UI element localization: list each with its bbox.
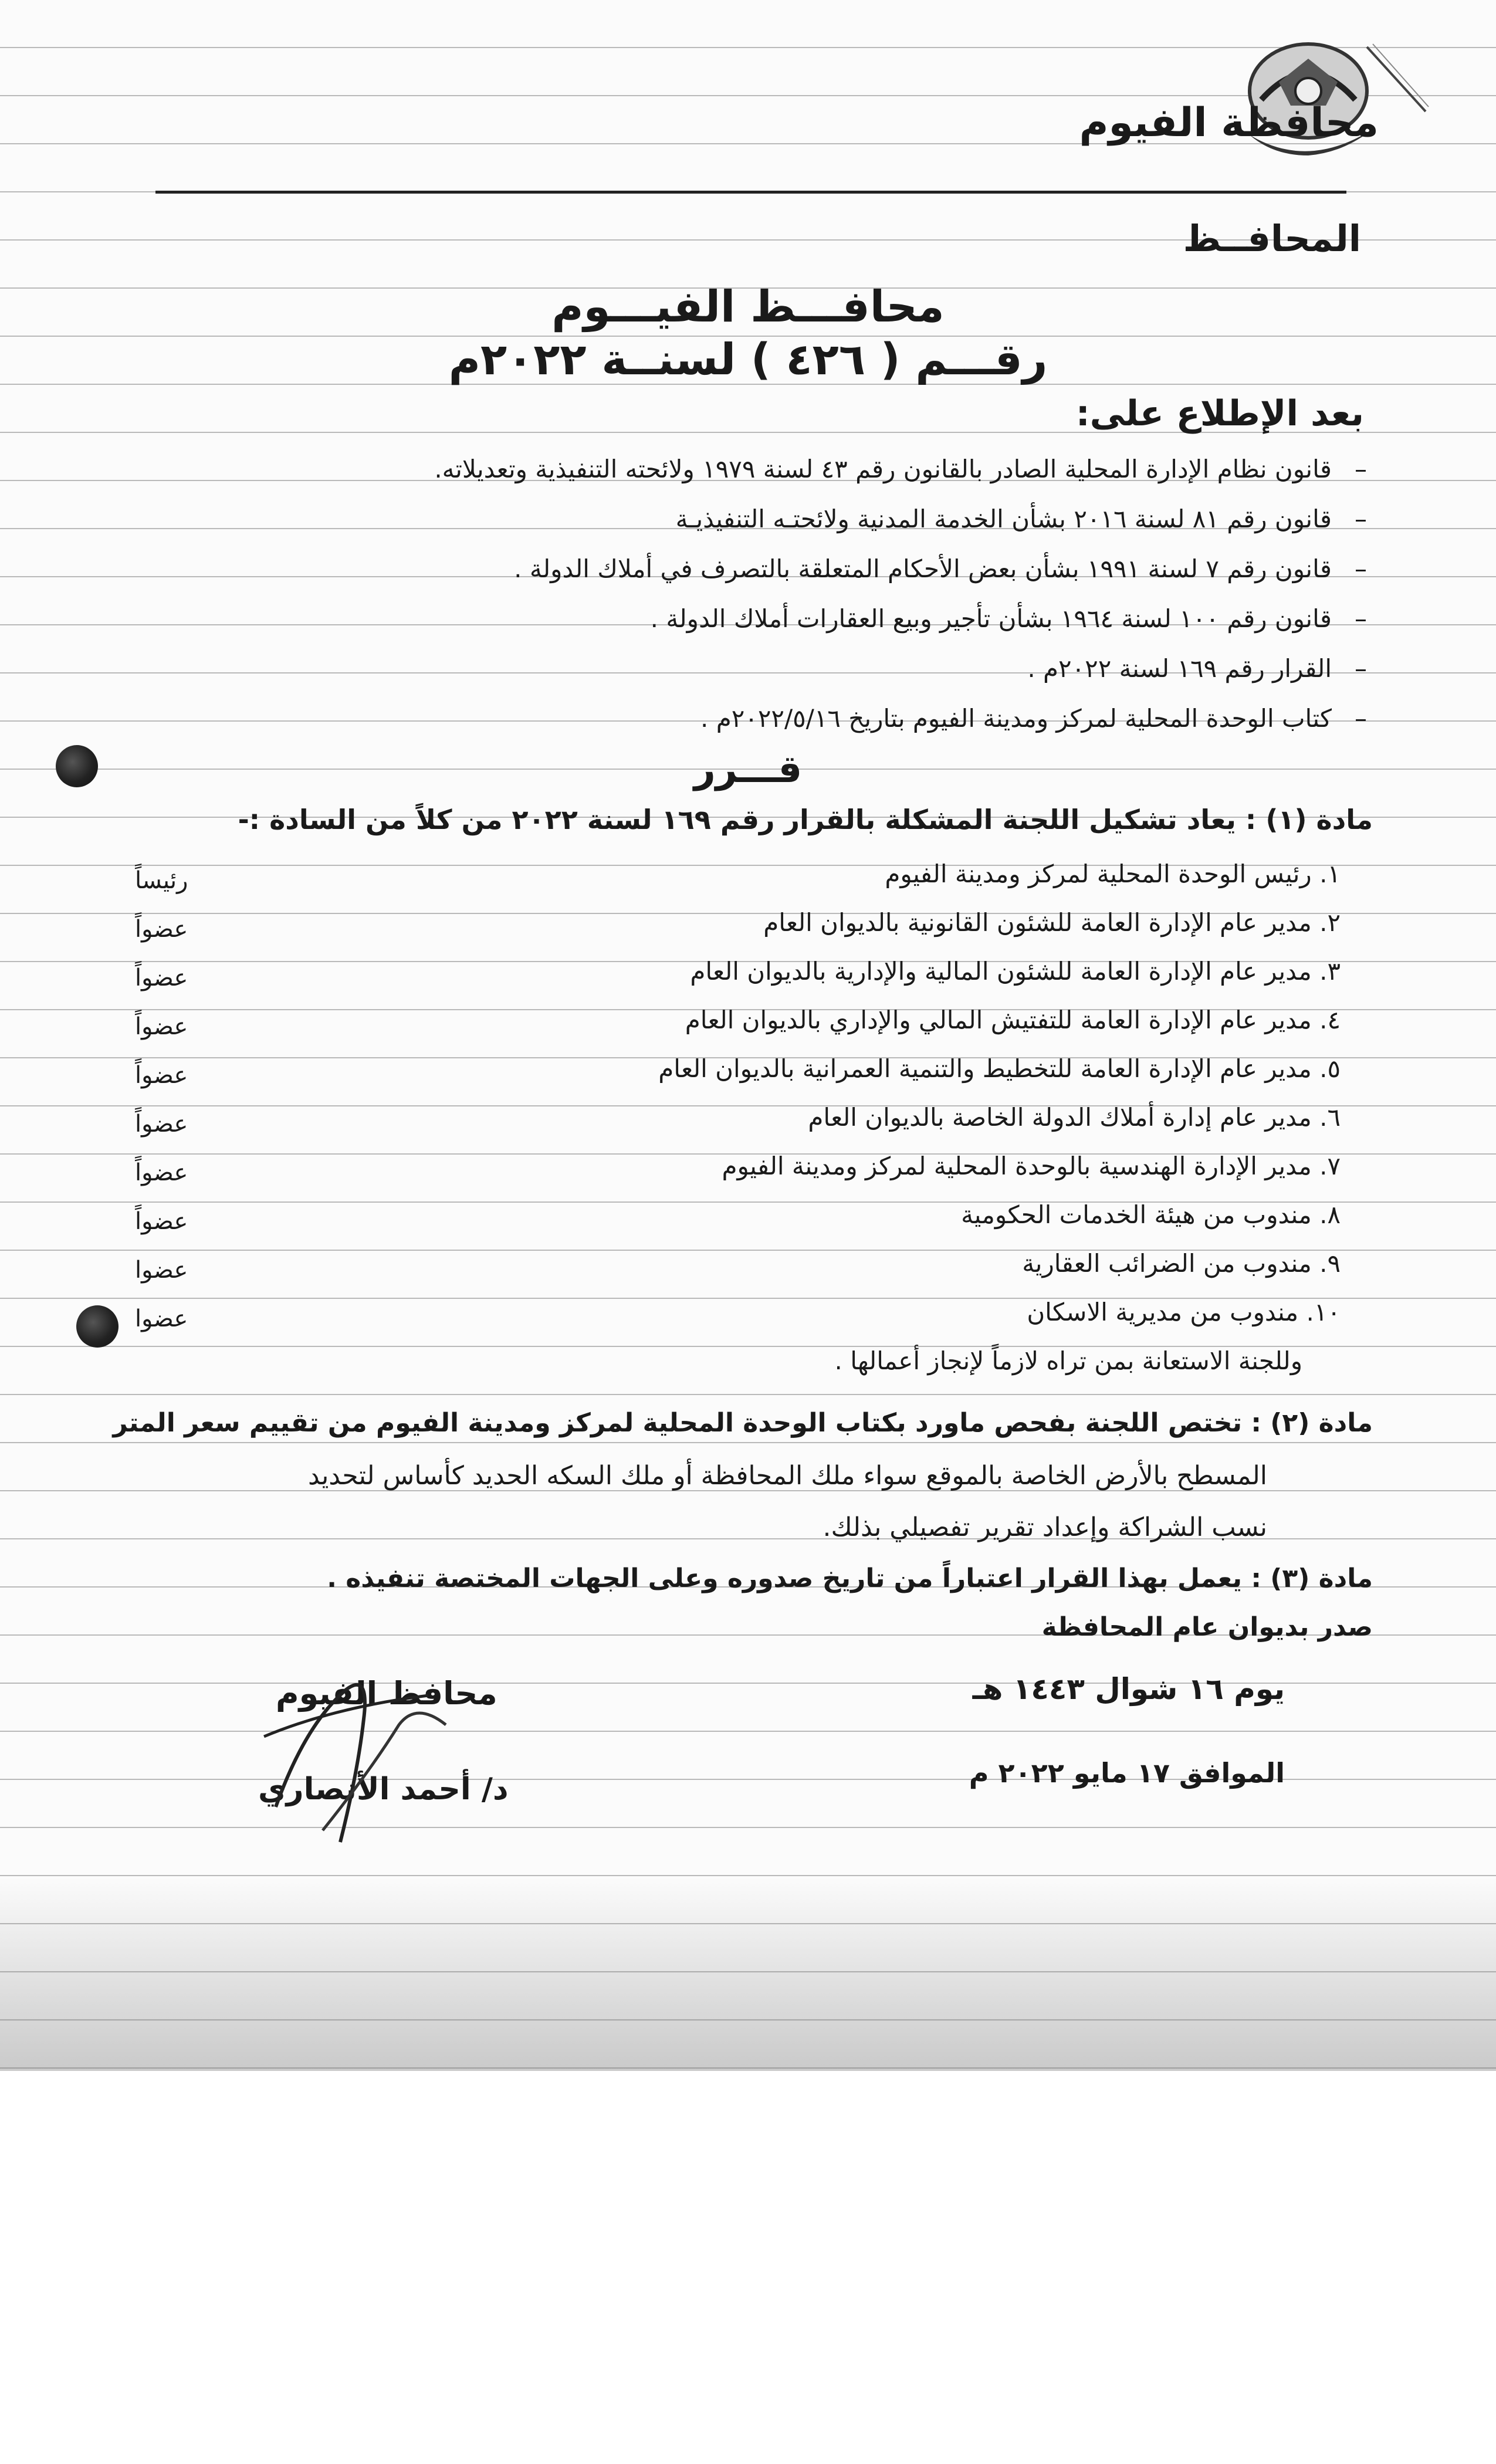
member-item: ٨. مندوب من هيئة الخدمات الحكومية (961, 1200, 1341, 1229)
member-role: عضواً (135, 916, 188, 943)
article-3: مادة (٣) : يعمل بهذا القرار اعتباراً من تاريخ صدوره وعلى الجهات المختصة تنفيذه . (327, 1563, 1373, 1593)
reference-item: –قانون نظام الإدارة المحلية الصادر بالقانون رقم ٤٣ لسنة ١٩٧٩ ولائحته التنفيذية وتعديلاته. (434, 455, 1367, 483)
member-item: ١٠. مندوب من مديرية الاسكان (1027, 1298, 1341, 1326)
assist-note: وللجنة الاستعانة بمن تراه لازماً لإنجاز أعمالها . (834, 1346, 1302, 1375)
reference-item: –قانون رقم ١٠٠ لسنة ١٩٦٤ بشأن تأجير وبيع العقارات أملاك الدولة . (650, 604, 1367, 633)
decree-title: محافـــظ الفيـــوم (551, 282, 945, 332)
article-2-cont: المسطح بالأرض الخاصة بالموقع سواء ملك المحافظة أو ملك السكه الحديد كأساس لتحديد (307, 1461, 1267, 1491)
member-role: عضواً (135, 1208, 188, 1235)
member-item: ١. رئيس الوحدة المحلية لمركز ومدينة الفيوم (885, 859, 1341, 888)
article-1: مادة (١) : يعاد تشكيل اللجنة المشكلة بالقرار رقم ١٦٩ لسنة ٢٠٢٢ من كلاً من السادة :- (238, 804, 1373, 835)
after-review-heading: بعد الإطلاع على: (1075, 393, 1364, 434)
member-role: رئيساً (135, 867, 188, 894)
member-item: ٥. مدير عام الإدارة العامة للتخطيط والتنمية العمرانية بالديوان العام (658, 1054, 1341, 1083)
governorate-name: محافظة الفيوم (1079, 100, 1379, 146)
member-role: عضوا (135, 1257, 188, 1284)
header-divider (155, 191, 1346, 194)
signatory-title: محافظ الفيوم (276, 1675, 497, 1712)
member-role: عضواً (135, 1111, 188, 1138)
hijri-date: يوم ١٦ شوال ١٤٤٣ هـ (972, 1672, 1285, 1706)
article-2-cont: نسب الشراكة وإعداد تقرير تفصيلي بذلك. (823, 1512, 1267, 1542)
member-item: ٧. مدير الإدارة الهندسية بالوحدة المحلية لمركز ومدينة الفيوم (722, 1152, 1341, 1180)
reference-item: –قانون رقم ٨١ لسنة ٢٠١٦ بشأن الخدمة المدنية ولائحتـه التنفيذيـة (675, 505, 1367, 533)
member-item: ٢. مدير عام الإدارة العامة للشئون القانونية بالديوان العام (763, 908, 1341, 937)
decision-heading: قـــرر (693, 748, 803, 791)
issued-at: صدر بديوان عام المحافظة (1041, 1612, 1373, 1642)
decree-number: رقـــم ( ٤٢٦ ) لسنــة ٢٠٢٢م (448, 334, 1048, 385)
office-title: المحافــظ (1183, 217, 1361, 260)
member-item: ٣. مدير عام الإدارة العامة للشئون المالية والإدارية بالديوان العام (690, 957, 1341, 986)
member-role: عضواً (135, 1062, 188, 1089)
reference-item: –القرار رقم ١٦٩ لسنة ٢٠٢٢م . (1027, 654, 1367, 683)
reference-item: –قانون رقم ٧ لسنة ١٩٩١ بشأن بعض الأحكام المتعلقة بالتصرف في أملاك الدولة . (514, 554, 1367, 583)
signatory-name: د/ أحمد الأنصاري (258, 1772, 509, 1807)
punch-hole (76, 1305, 119, 1348)
gregorian-date: الموافق ١٧ مايو ٢٠٢٢ م (969, 1757, 1285, 1789)
member-item: ٩. مندوب من الضرائب العقارية (1022, 1249, 1341, 1278)
member-role: عضواً (135, 1013, 188, 1040)
reference-item: –كتاب الوحدة المحلية لمركز ومدينة الفيوم بتاريخ ٢٠٢٢/٥/١٦م . (700, 704, 1367, 733)
member-role: عضواً (135, 964, 188, 991)
member-item: ٦. مدير عام إدارة أملاك الدولة الخاصة بالديوان العام (808, 1103, 1341, 1132)
handwritten-signature (252, 1654, 475, 1854)
member-item: ٤. مدير عام الإدارة العامة للتفتيش المالي والإداري بالديوان العام (685, 1006, 1341, 1034)
member-role: عضوا (135, 1305, 188, 1332)
member-role: عضواً (135, 1159, 188, 1186)
scan-shadow (0, 1877, 1496, 2071)
article-2: مادة (٢) : تختص اللجنة بفحص ماورد بكتاب الوحدة المحلية لمركز ومدينة الفيوم من تقييم سعر المتر (113, 1408, 1373, 1438)
